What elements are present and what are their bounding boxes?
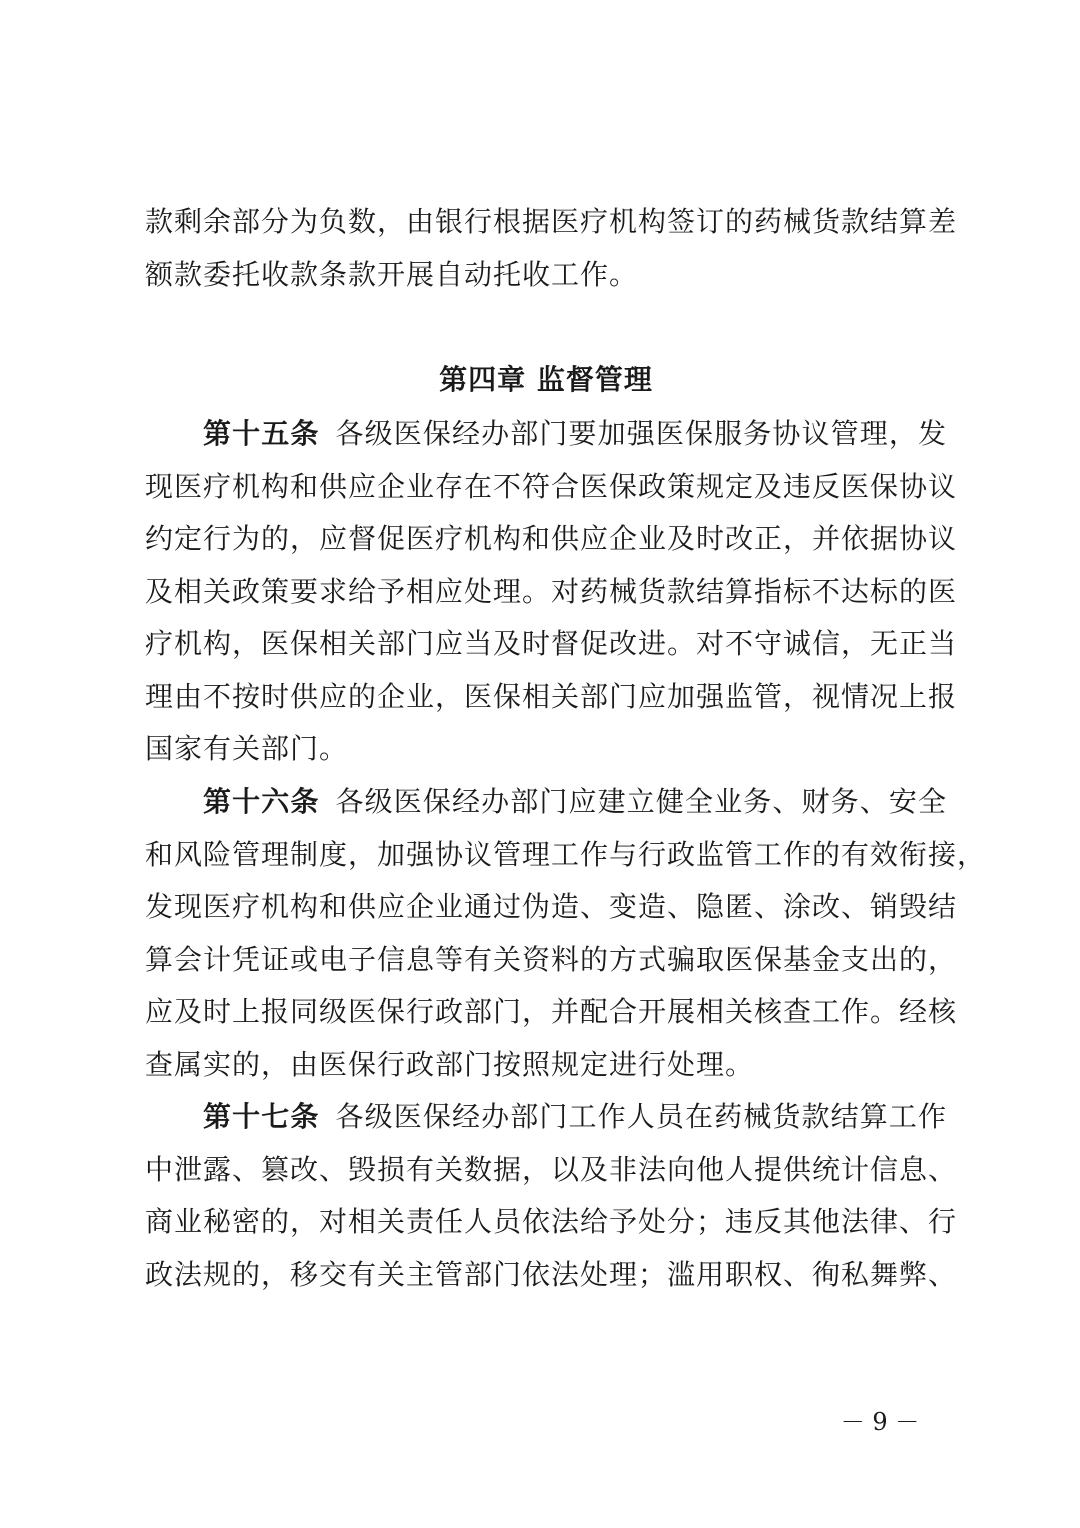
paragraph-line: 应及时上报同级医保行政部门，并配合开展相关核查工作。经核 — [145, 995, 958, 1028]
paragraph-line: 政法规的，移交有关主管部门依法处理；滥用职权、徇私舞弊、 — [145, 1257, 958, 1291]
article-label: 第十六条 — [203, 785, 320, 818]
paragraph-line: 疗机构，医保相关部门应当及时督促改进。对不守诚信，无正当 — [145, 627, 958, 660]
paragraph-line: 中泄露、篡改、毁损有关数据，以及非法向他人提供统计信息、 — [145, 1152, 958, 1186]
article-label: 第十五条 — [203, 417, 320, 450]
article-text: 各级医保经办部门要加强医保服务协议管理，发 — [335, 417, 947, 450]
paragraph-line: 发现医疗机构和供应企业通过伪造、变造、隐匿、涂改、销毁结 — [145, 890, 958, 923]
paragraph-line — [145, 776, 947, 829]
paragraph-line — [145, 1091, 947, 1144]
paragraph-line — [145, 408, 947, 461]
article-text: 各级医保经办部门工作人员在药械货款结算工作 — [335, 1100, 947, 1133]
paragraph-line: 算会计凭证或电子信息等有关资料的方式骗取医保基金支出的， — [145, 942, 958, 976]
paragraph-line: 商业秘密的，对相关责任人员依法给予处分；违反其他法律、行 — [145, 1205, 958, 1238]
continuation-paragraph — [145, 196, 958, 301]
chapter-title: 第四章 监督管理 — [439, 363, 653, 396]
article-16 — [145, 776, 987, 1091]
paragraph-line: 款剩余部分为负数，由银行根据医疗机构签订的药械货款结算差 — [145, 205, 958, 238]
paragraph-line: 约定行为的，应督促医疗机构和供应企业及时改正，并依据协议 — [145, 522, 958, 555]
paragraph-line: 理由不按时供应的企业，医保相关部门应加强监管，视情况上报 — [145, 679, 958, 713]
article-label: 第十七条 — [203, 1100, 320, 1133]
paragraph-line: 现医疗机构和供应企业存在不符合医保政策规定及违反医保协议 — [145, 469, 958, 503]
paragraph-line: 国家有关部门。 — [145, 732, 349, 765]
page-number: － 9 － — [840, 1408, 920, 1436]
paragraph-line: 及相关政策要求给予相应处理。对药械货款结算指标不达标的医 — [145, 574, 958, 608]
paragraph-line: 查属实的，由医保行政部门按照规定进行处理。 — [145, 1047, 755, 1081]
article-text: 各级医保经办部门应建立健全业务、财务、安全 — [335, 785, 947, 818]
paragraph-line: 额款委托收款条款开展自动托收工作。 — [145, 257, 639, 291]
paragraph-line: 和风险管理制度，加强协议管理工作与行政监管工作的有效衔接， — [145, 837, 987, 871]
article-15 — [145, 408, 958, 776]
article-17 — [145, 1091, 958, 1301]
